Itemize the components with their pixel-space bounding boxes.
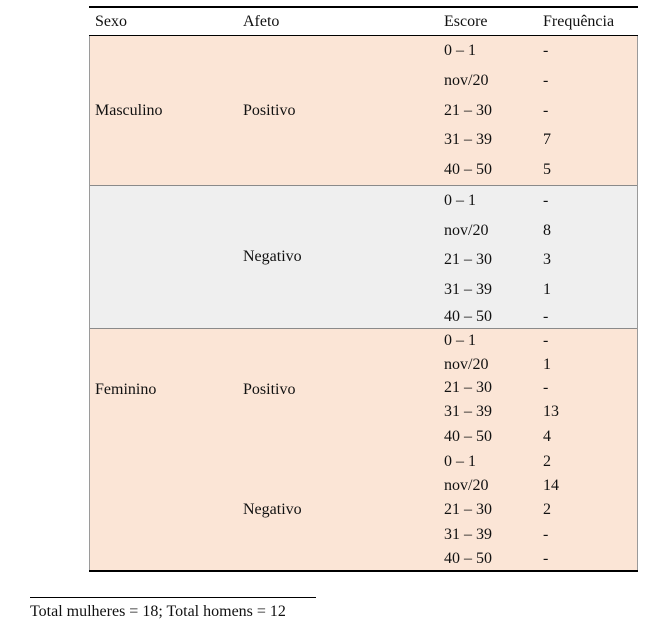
escore-cell: 40 – 50 [444,550,492,567]
escore-cell: nov/20 [444,356,489,373]
male-positive-band [89,36,638,186]
female-band [89,329,638,570]
frequencia-cell: 14 [543,477,559,494]
frequencia-cell: 5 [543,161,551,178]
escore-cell: 21 – 30 [444,379,492,396]
sexo-feminino: Feminino [95,381,157,398]
escore-cell: 0 – 1 [444,453,476,470]
escore-cell: 40 – 50 [444,428,492,445]
escore-cell: 31 – 39 [444,131,492,148]
table-right-border [637,36,638,570]
footnote-rule [30,597,316,598]
frequencia-cell: 7 [543,131,551,148]
frequencia-cell: - [543,379,549,396]
frequencia-cell: - [543,526,549,543]
header-afeto: Afeto [243,13,280,30]
escore-cell: 31 – 39 [444,403,492,420]
escore-cell: 0 – 1 [444,192,476,209]
frequencia-cell: - [543,550,549,567]
escore-cell: nov/20 [444,477,489,494]
frequencia-cell: - [543,102,549,119]
header-escore: Escore [444,13,488,30]
frequencia-cell: - [543,42,549,59]
escore-cell: 21 – 30 [444,251,492,268]
escore-cell: 21 – 30 [444,501,492,518]
footnote: Total mulheres = 18; Total homens = 12 [30,603,286,620]
header-sexo: Sexo [95,13,127,30]
afeto-male-negativo: Negativo [243,248,302,265]
frequencia-cell: 1 [543,356,551,373]
escore-cell: nov/20 [444,72,489,89]
frequencia-cell: 3 [543,251,551,268]
escore-cell: 31 – 39 [444,281,492,298]
table-bottom-rule [89,570,638,572]
escore-cell: 21 – 30 [444,102,492,119]
frequencia-cell: - [543,308,549,325]
header-frequencia: Frequência [543,13,615,30]
frequencia-cell: - [543,332,549,349]
escore-cell: 0 – 1 [444,42,476,59]
frequencia-cell: - [543,72,549,89]
frequencia-cell: 13 [543,403,559,420]
table-top-rule [89,6,638,8]
escore-cell: 40 – 50 [444,308,492,325]
table-header-rule [89,35,638,36]
escore-cell: 31 – 39 [444,526,492,543]
male-negative-band [89,186,638,329]
frequencia-cell: - [543,192,549,209]
frequencia-cell: 2 [543,501,551,518]
afeto-female-negativo: Negativo [243,501,302,518]
sexo-masculino: Masculino [95,102,163,119]
frequencia-cell: 4 [543,428,551,445]
escore-cell: 0 – 1 [444,332,476,349]
table-left-border [89,36,90,570]
frequencia-cell: 2 [543,453,551,470]
afeto-male-positivo: Positivo [243,102,296,119]
escore-cell: nov/20 [444,222,489,239]
afeto-female-positivo: Positivo [243,381,296,398]
frequencia-cell: 8 [543,222,551,239]
frequency-table [89,6,638,572]
frequencia-cell: 1 [543,281,551,298]
escore-cell: 40 – 50 [444,161,492,178]
